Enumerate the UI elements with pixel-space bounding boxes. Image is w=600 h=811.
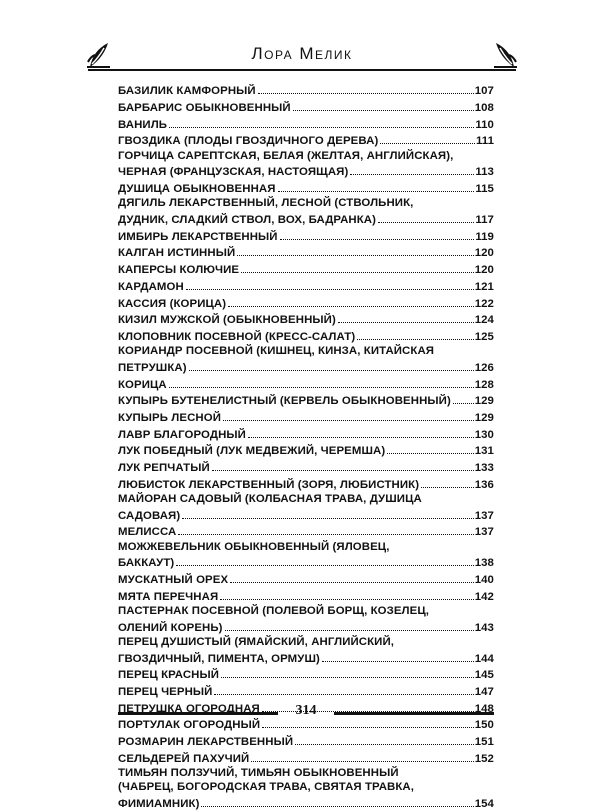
toc-entry-last-line: [118, 180, 494, 197]
toc-entry-last-line: [118, 506, 494, 523]
dot-leader: [182, 506, 473, 518]
dot-leader: [186, 277, 474, 289]
toc-entry-last-line: [118, 132, 494, 149]
toc-entry-title-line: ТИМЬЯН ПОЛЗУЧИЙ, ТИМЬЯН ОБЫКНОВЕННЫЙ: [118, 767, 399, 780]
toc-entry: [118, 733, 494, 750]
toc-entry-title-line: МЯТА ПЕРЕЧНАЯ: [118, 590, 219, 603]
toc-entry-title-line: ФИМИАМНИК): [118, 798, 200, 811]
dot-leader: [169, 375, 474, 387]
toc-entry-last-line: [118, 359, 494, 376]
toc-entry-title-line: ДЯГИЛЬ ЛЕКАРСТВЕННЫЙ, ЛЕСНОЙ (СТВОЛЬНИК,: [118, 197, 414, 210]
toc-entry-page: 130: [474, 428, 494, 441]
toc-entry-last-line: [118, 475, 494, 492]
toc-entry: [118, 604, 494, 635]
toc-entry-title-line: ПЕРЕЦ КРАСНЫЙ: [118, 669, 220, 682]
toc-entry-page: 154: [474, 798, 494, 811]
toc-entry: [118, 328, 494, 345]
toc-entry-page: 129: [474, 411, 494, 424]
dot-leader: [201, 795, 473, 807]
dot-leader: [221, 666, 474, 678]
toc-entry-title-line: ЧЕРНАЯ (ФРАНЦУЗСКАЯ, НАСТОЯЩАЯ): [118, 166, 349, 179]
toc-entry-last-line: [118, 459, 494, 476]
toc-entry-last-line: [118, 392, 494, 409]
toc-entry-title-line: САДОВАЯ): [118, 509, 181, 522]
toc-entry-page: 126: [474, 361, 494, 374]
toc-entry: [118, 409, 494, 426]
toc-entry: [118, 392, 494, 409]
toc-entry: [118, 99, 494, 116]
toc-entry-title-line: ПАСТЕРНАК ПОСЕВНОЙ (ПОЛЕВОЙ БОРЩ, КОЗЕЛЕЦ,: [118, 605, 430, 618]
dot-leader: [169, 115, 474, 127]
toc-entry-page: 151: [474, 736, 494, 749]
toc-entry: [118, 666, 494, 683]
toc-entry-last-line: [118, 795, 494, 811]
toc-entry-last-line: [118, 587, 494, 604]
toc-entry-title-line: КИЗИЛ МУЖСКОЙ (ОБЫКНОВЕННЫЙ): [118, 314, 336, 327]
toc-entry-page: 115: [475, 183, 494, 196]
toc-entry: [118, 459, 494, 476]
toc-entry: [118, 683, 494, 700]
toc-entry-title-line: МЕЛИССА: [118, 526, 177, 539]
toc-entry: [118, 132, 494, 149]
toc-entry-title-line: РОЗМАРИН ЛЕКАРСТВЕННЫЙ: [118, 736, 294, 749]
toc-entry-page: 138: [474, 557, 494, 570]
toc-entry: [118, 492, 494, 523]
toc-entry-page: 148: [474, 702, 494, 715]
toc-entry-title-line: ЛУК ПОБЕДНЫЙ (ЛУК МЕДВЕЖИЙ, ЧЕРЕМША): [118, 445, 386, 458]
toc-entry-last-line: [118, 227, 494, 244]
page-number: 314: [295, 703, 317, 718]
toc-entry-last-line: [118, 425, 494, 442]
toc-entry-page: 125: [474, 330, 494, 343]
dot-leader: [178, 523, 473, 535]
dot-leader: [212, 459, 474, 471]
toc-entry-title-line: МАЙОРАН САДОВЫЙ (КОЛБАСНАЯ ТРАВА, ДУШИЦА: [118, 493, 422, 506]
toc-entry-title-line: СЕЛЬДЕРЕЙ ПАХУЧИЙ: [118, 752, 250, 765]
toc-entry-last-line: [118, 82, 494, 99]
dot-leader: [357, 328, 473, 340]
toc-entry-title-line: ЛАВР БЛАГОРОДНЫЙ: [118, 428, 246, 441]
leaf-ornament-left-icon: [86, 40, 112, 70]
toc-entry: [118, 311, 494, 328]
toc-entry-page: 143: [474, 621, 494, 634]
toc-entry-last-line: [118, 244, 494, 261]
dot-leader: [387, 442, 473, 454]
toc-entry-last-line: [118, 733, 494, 750]
toc-entry-last-line: [118, 571, 494, 588]
toc-entry-title-line: КАССИЯ (КОРИЦА): [118, 297, 227, 310]
toc-entry-last-line: [118, 683, 494, 700]
toc-entry-title-line: ПЕРЕЦ ЧЕРНЫЙ: [118, 686, 213, 699]
dot-leader: [248, 425, 474, 437]
toc-entry: [118, 149, 494, 180]
toc-entry-last-line: [118, 99, 494, 116]
dot-leader: [220, 587, 473, 599]
toc-entry-title-line: КОРИАНДР ПОСЕВНОЙ (КИШНЕЦ, КИНЗА, КИТАЙСКАЯ: [118, 345, 435, 358]
toc-entry-page: 129: [474, 395, 494, 408]
toc-entry-page: 119: [475, 230, 494, 243]
toc-entry: [118, 766, 494, 811]
toc-entry-page: 150: [474, 719, 494, 732]
toc-entry-page: 131: [474, 445, 494, 458]
toc-entry-title-line: ДУШИЦА ОБЫКНОВЕННАЯ: [118, 183, 276, 196]
toc-entry-last-line: [118, 523, 494, 540]
toc-entry: [118, 571, 494, 588]
toc-entry-page: 117: [475, 214, 494, 227]
toc-entry: [118, 261, 494, 278]
toc-entry-last-line: [118, 749, 494, 766]
toc-entry-last-line: [118, 375, 494, 392]
toc-entry: [118, 523, 494, 540]
toc-entry-page: 136: [474, 478, 494, 491]
toc-entry-last-line: [118, 666, 494, 683]
toc-entry-last-line: [118, 261, 494, 278]
header-rule: [88, 69, 516, 71]
toc-entry-title-line: ГВОЗДИКА (ПЛОДЫ ГВОЗДИЧНОГО ДЕРЕВА): [118, 135, 379, 148]
toc-entry-title-line: ДУДНИК, СЛАДКИЙ СТВОЛ, ВОХ, БАДРАНКА): [118, 214, 377, 227]
toc-entry-page: 137: [474, 509, 494, 522]
toc-entry: [118, 244, 494, 261]
toc-entry-last-line: [118, 554, 494, 571]
toc-entry-last-line: [118, 211, 494, 228]
dot-leader: [228, 294, 474, 306]
dot-leader: [230, 571, 474, 583]
toc-entry-page: 144: [474, 652, 494, 665]
dot-leader: [241, 261, 474, 273]
toc-entry: [118, 475, 494, 492]
toc-entry-page: 111: [475, 135, 494, 148]
toc-entry-title-line: БАРБАРИС ОБЫКНОВЕННЫЙ: [118, 102, 291, 115]
toc-entry-page: 145: [474, 669, 494, 682]
toc-entry-page: 140: [474, 574, 494, 587]
toc-entry-title-line: КАРДАМОН: [118, 280, 184, 293]
dot-leader: [378, 211, 474, 223]
toc-entry-title-line: ПЕТРУШКА): [118, 361, 187, 374]
toc-entry-page: 120: [474, 247, 494, 260]
dot-leader: [295, 733, 474, 745]
toc-entry: [118, 294, 494, 311]
toc-entry-title-line: ПЕРЕЦ ДУШИСТЫЙ (ЯМАЙСКИЙ, АНГЛИЙСКИЙ,: [118, 636, 395, 649]
toc-entry: [118, 82, 494, 99]
dot-leader: [350, 163, 474, 175]
toc-entry-last-line: [118, 277, 494, 294]
toc-entry-title-line: ИМБИРЬ ЛЕКАРСТВЕННЫЙ: [118, 230, 278, 243]
toc-entry-title-line: ВАНИЛЬ: [118, 118, 168, 131]
toc-entry-last-line: [118, 163, 494, 180]
toc-entry: [118, 344, 494, 375]
toc-entry-title-line: БАККАУТ): [118, 557, 175, 570]
toc-entry-last-line: [118, 311, 494, 328]
toc-entry: [118, 180, 494, 197]
dot-leader: [258, 82, 474, 94]
toc-entry-title-line: МУСКАТНЫЙ ОРЕХ: [118, 574, 229, 587]
toc-entry-page: 133: [474, 462, 494, 475]
toc-entry-title-line: ПЕТРУШКА ОГОРОДНАЯ: [118, 702, 260, 715]
toc-entry: [118, 587, 494, 604]
toc-entry-title-line: ГОРЧИЦА САРЕПТСКАЯ, БЕЛАЯ (ЖЕЛТАЯ, АНГЛИЙСКАЯ),: [118, 149, 454, 162]
toc-entry-page: 120: [474, 264, 494, 277]
toc-entry: [118, 227, 494, 244]
toc-entry-page: 113: [475, 166, 494, 179]
dot-leader: [293, 99, 474, 111]
toc-entry-page: 110: [475, 118, 494, 131]
toc-entry-last-line: [118, 328, 494, 345]
toc-entry-title-line: ЛУК РЕПЧАТЫЙ: [118, 462, 210, 475]
toc-entry: [118, 425, 494, 442]
toc-entry-last-line: [118, 442, 494, 459]
toc-entry: [118, 635, 494, 666]
toc-entry-page: 137: [474, 526, 494, 539]
toc-entry-title-line: МОЖЖЕВЕЛЬНИК ОБЫКНОВЕННЫЙ (ЯЛОВЕЦ,: [118, 540, 390, 553]
toc-entry-page: 124: [474, 314, 494, 327]
toc-entry-page: 152: [474, 752, 494, 765]
toc-entry-page: 107: [474, 85, 494, 98]
toc-entry-title-line: КЛОПОВНИК ПОСЕВНОЙ (КРЕСС-САЛАТ): [118, 330, 356, 343]
toc-entry-last-line: [118, 115, 494, 132]
toc-entry-title-line: ЛЮБИСТОК ЛЕКАРСТВЕННЫЙ (ЗОРЯ, ЛЮБИСТНИК): [118, 478, 420, 491]
leaf-ornament-right-icon: [492, 40, 518, 70]
toc-entry: [118, 115, 494, 132]
toc-entry-title-line: БАЗИЛИК КАМФОРНЫЙ: [118, 85, 256, 98]
footer-rule-right: [334, 712, 494, 715]
running-header: [88, 42, 516, 78]
toc-entry: [118, 540, 494, 571]
toc-entry-last-line: [118, 409, 494, 426]
page-footer: [118, 702, 494, 726]
dot-leader: [278, 180, 475, 192]
toc-entry-page: 147: [474, 686, 494, 699]
dot-leader: [189, 359, 474, 371]
toc-entry: [118, 749, 494, 766]
toc-entry-title-line: ГВОЗДИЧНЫЙ, ПИМЕНТА, ОРМУШ): [118, 652, 320, 665]
dot-leader: [176, 554, 473, 566]
toc-entry: [118, 196, 494, 227]
dot-leader: [225, 618, 474, 630]
toc-entry: [118, 277, 494, 294]
toc-entry-title-line: (ЧАБРЕЦ, БОГОРОДСКАЯ ТРАВА, СВЯТАЯ ТРАВКА,: [118, 781, 415, 794]
toc-entry-title-line: КАПЕРСЫ КОЛЮЧИЕ: [118, 264, 240, 277]
toc-entry-last-line: [118, 618, 494, 635]
toc-entry-page: 142: [474, 590, 494, 603]
toc-entry-title-line: КАЛГАН ИСТИННЫЙ: [118, 247, 236, 260]
dot-leader: [214, 683, 473, 695]
toc-entry-page: 108: [474, 102, 494, 115]
dot-leader: [251, 749, 473, 761]
toc-entry-page: 128: [474, 378, 494, 391]
toc-entry-title-line: КОРИЦА: [118, 378, 167, 391]
dot-leader: [280, 227, 475, 239]
dot-leader: [453, 392, 474, 404]
toc-entry: [118, 442, 494, 459]
header-title: Лора Мелик: [251, 44, 353, 63]
dot-leader: [237, 244, 473, 256]
dot-leader: [380, 132, 475, 144]
dot-leader: [338, 311, 474, 323]
toc-entry-title-line: КУПЫРЬ БУТЕНЕЛИСТНЫЙ (КЕРВЕЛЬ ОБЫКНОВЕННЫЙ): [118, 395, 451, 408]
dot-leader: [322, 649, 474, 661]
dot-leader: [421, 475, 474, 487]
toc-entry-page: 122: [474, 297, 494, 310]
toc-entry-title-line: ОЛЕНИЙ КОРЕНЬ): [118, 621, 223, 634]
toc-entry-page: 121: [474, 280, 494, 293]
toc-entry: [118, 375, 494, 392]
toc-entry-last-line: [118, 649, 494, 666]
toc-entry-title-line: КУПЫРЬ ЛЕСНОЙ: [118, 411, 221, 424]
toc-entry-title-line: ПОРТУЛАК ОГОРОДНЫЙ: [118, 719, 261, 732]
toc-entry-last-line: [118, 294, 494, 311]
dot-leader: [223, 409, 474, 421]
